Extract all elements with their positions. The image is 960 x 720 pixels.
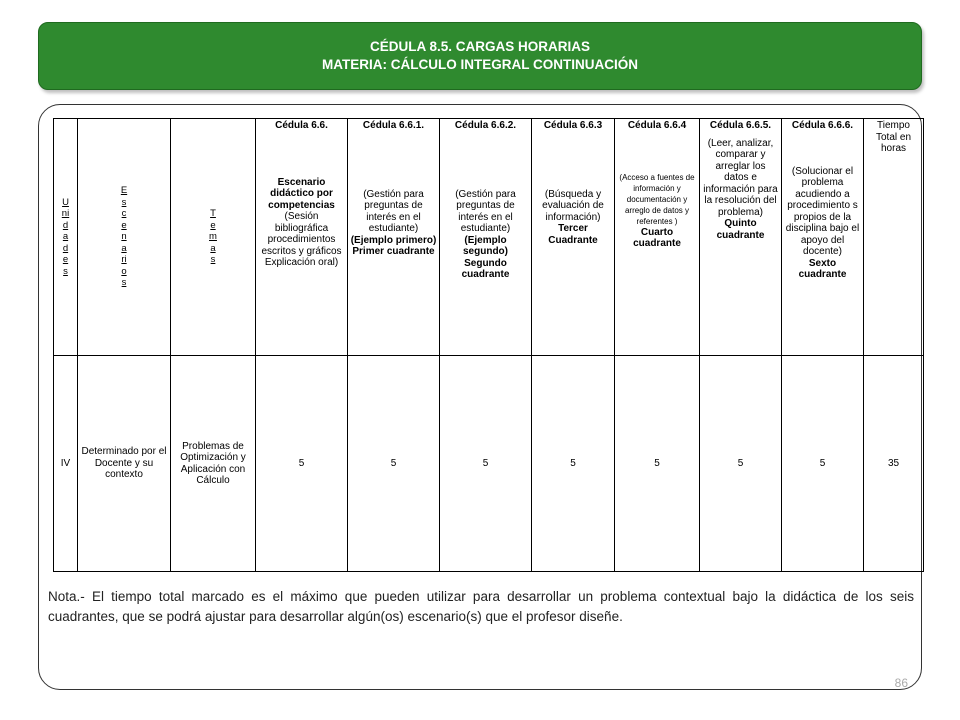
column-header-6-6 xyxy=(256,119,348,356)
topics-header xyxy=(171,119,256,356)
footnote: Nota.- El tiempo total marcado es el máximo que pueden utilizar para desarrollar un problema contextual bajo la didáctica de los seis cuadrantes, que se podrá ajustar para desarrollar algún(os) escenario(s) que el profesor diseñe. xyxy=(48,589,914,624)
scenarios-header xyxy=(78,119,171,356)
column-header-6-6-6 xyxy=(782,119,864,356)
title-banner xyxy=(38,22,922,90)
value-cell-7: 5 xyxy=(782,356,864,572)
total-hours-header: Tiempo Total en horas xyxy=(864,119,924,356)
total-cell: 35 xyxy=(864,356,924,572)
column-description: (Solucionar el problema acudiendo a procedimiento s propios de la disciplina bajo el apoyo del docente) xyxy=(785,165,860,257)
column-header-6-6-3 xyxy=(532,119,615,356)
column-quadrant: (Ejemplo primero) Primer cuadrante xyxy=(350,234,437,257)
unit-cell: IV xyxy=(54,356,78,572)
column-quadrant: Cuarto cuadrante xyxy=(633,226,681,249)
page-number: 86 xyxy=(894,676,908,690)
column-quadrant: Quinto cuadrante xyxy=(716,218,765,241)
column-description: (Sesión bibliográfica procedimientos escritos y gráficos Explicación oral) xyxy=(261,211,342,268)
column-code: Cédula 6.6.3 xyxy=(543,120,603,131)
column-quadrant: (Ejemplo segundo) Segundo cuadrante xyxy=(461,234,510,280)
column-quadrant: Sexto cuadrante xyxy=(798,257,847,280)
column-description: (Leer, analizar, comparar y arreglar los datos e información para la resolución del problema) xyxy=(703,137,778,218)
value-cell-1: 5 xyxy=(256,356,348,572)
column-description: (Acceso a fuentes de información y documentación y arreglo de datos y referentes ) xyxy=(619,172,695,226)
units-header xyxy=(54,119,78,356)
header-row xyxy=(54,119,924,356)
scenario-cell: Determinado por el Docente y su contexto xyxy=(78,356,171,572)
column-header-6-6-4 xyxy=(615,119,700,356)
column-code: Cédula 6.6.5. xyxy=(709,120,772,131)
column-quadrant: Tercer Cuadrante xyxy=(548,223,598,246)
column-code: Cédula 6.6.6. xyxy=(791,120,854,131)
title-line-2: MATERIA: CÁLCULO INTEGRAL CONTINUACIÓN xyxy=(322,57,638,72)
column-title: Escenario didáctico por competencias xyxy=(268,176,335,211)
value-cell-5: 5 xyxy=(615,356,700,572)
workload-table xyxy=(53,118,924,572)
column-code: Cédula 6.6. xyxy=(275,120,328,131)
units-header-text: Unidades xyxy=(61,196,70,277)
column-header-6-6-1 xyxy=(348,119,440,356)
column-description: (Gestión para preguntas de interés en el estudiante) xyxy=(455,188,516,234)
value-cell-4: 5 xyxy=(532,356,615,572)
table-row xyxy=(54,356,924,572)
title-line-1: CÉDULA 8.5. CARGAS HORARIAS xyxy=(369,39,591,54)
column-description: (Búsqueda y evaluación de información) xyxy=(542,188,604,223)
column-header-6-6-5 xyxy=(700,119,782,356)
column-description: (Gestión para preguntas de interés en el estudiante) xyxy=(363,188,424,234)
topics-header-text: Temas xyxy=(209,208,217,266)
scenarios-header-text: Escenarios xyxy=(120,185,128,289)
column-code: Cédula 6.6.4 xyxy=(627,120,687,131)
column-header-6-6-2 xyxy=(440,119,532,356)
value-cell-6: 5 xyxy=(700,356,782,572)
value-cell-2: 5 xyxy=(348,356,440,572)
column-code: Cédula 6.6.2. xyxy=(454,120,517,131)
value-cell-3: 5 xyxy=(440,356,532,572)
column-code: Cédula 6.6.1. xyxy=(362,120,425,131)
topic-cell: Problemas de Optimización y Aplicación con Cálculo xyxy=(171,356,256,572)
